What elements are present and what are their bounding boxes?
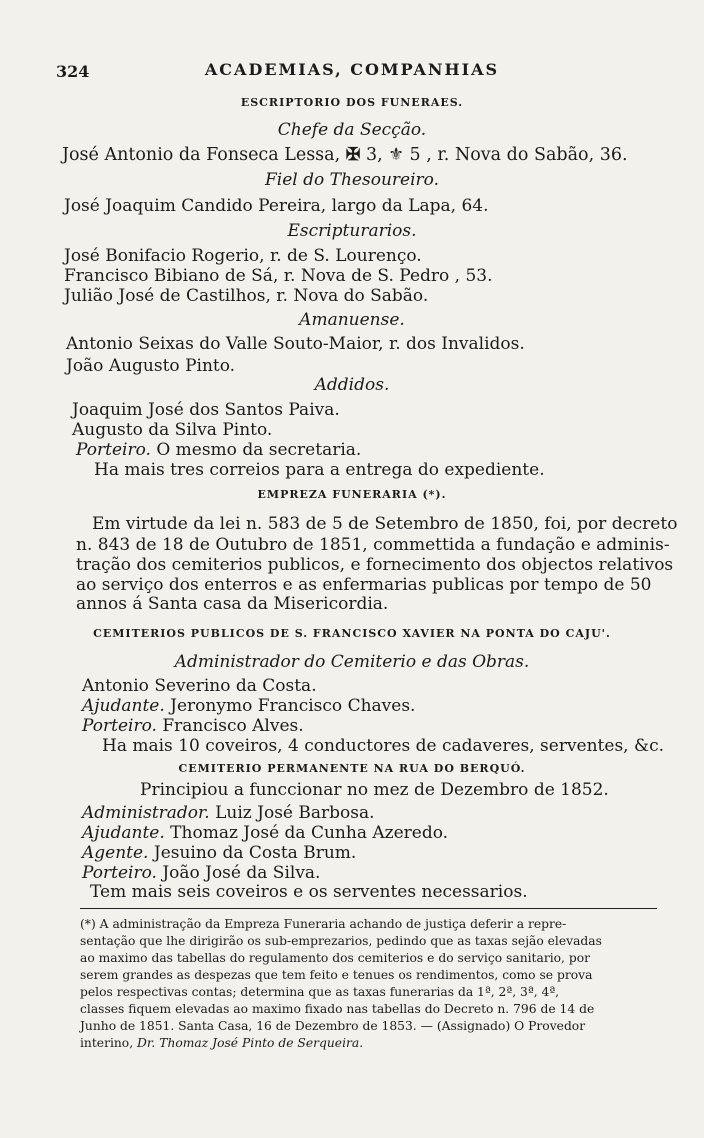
running-title: ACADEMIAS, COMPANHIAS <box>204 60 500 79</box>
section-title-berquo: CEMITERIO PERMANENTE NA RUA DO BERQUÓ. <box>178 762 526 775</box>
porteiro-line-2 <box>82 716 304 736</box>
paragraph-line: tração dos cemiterios publicos, e fornecimento dos objectos relativos <box>76 555 674 575</box>
footnote-prefix: interino, <box>80 1036 134 1050</box>
footnote-divider <box>80 908 657 909</box>
section-title-escriptorio: ESCRIPTORIO DOS FUNERAES. <box>240 96 464 109</box>
fiel-line: José Joaquim Candido Pereira, largo da Lapa, 64. <box>64 196 489 216</box>
footnote-line: serem grandes as despezas que tem feito e tenues os rendimentos, como se prova <box>80 968 593 982</box>
heading-escripturarios: Escripturarios. <box>287 221 417 241</box>
berquo-agente-line <box>82 843 356 863</box>
berquo-intro-line: Principiou a funccionar no mez de Dezembro de 1852. <box>140 780 609 800</box>
heading-chefe: Chefe da Secção. <box>277 120 427 140</box>
admin-line: Antonio Severino da Costa. <box>82 676 317 696</box>
footnote-line: Junho de 1851. Santa Casa, 16 de Dezembro de 1853. — (Assignado) O Provedor <box>80 1019 586 1033</box>
porteiro-text: O mesmo da secretaria. <box>156 440 362 460</box>
section-title-caju: CEMITERIOS PUBLICOS DE S. FRANCISCO XAVIER NA PONTA DO CAJU'. <box>93 627 611 640</box>
footnote-last-line <box>80 1036 657 1050</box>
list-item: Francisco Bibiano de Sá, r. Nova de S. Pedro , 53. <box>64 266 493 286</box>
ajudante-label: Ajudante. <box>82 823 165 843</box>
agente-label: Agente. <box>82 843 149 863</box>
ajudante-label: Ajudante. <box>82 696 165 716</box>
footnote-signatory: Dr. Thomaz José Pinto de Serqueira. <box>137 1036 364 1050</box>
list-item: João Augusto Pinto. <box>66 356 236 376</box>
footnote-line: ao maximo das tabellas do regulamento dos cemiterios e do serviço sanitario, por <box>80 951 591 965</box>
chefe-address: 5 , r. Nova do Sabão, 36. <box>409 145 628 165</box>
heading-addidos: Addidos. <box>314 375 390 395</box>
chefe-order-num: 3, <box>365 145 383 165</box>
heading-fiel: Fiel do Thesoureiro. <box>264 170 439 190</box>
paragraph-line: Em virtude da lei n. 583 de 5 de Setembro de 1850, foi, por decreto <box>92 514 678 534</box>
list-item: Augusto da Silva Pinto. <box>72 420 273 440</box>
administrador-label: Administrador. <box>82 803 210 823</box>
footnote-line: sentação que lhe dirigirão os sub-emprezarios, pedindo que as taxas sejão elevadas <box>80 934 602 948</box>
paragraph-line: ao serviço dos enterros e as enfermarias publicas por tempo de 50 <box>76 575 652 595</box>
berquo-extra-line: Tem mais seis coveiros e os serventes necessarios. <box>90 882 528 902</box>
caju-extra-line: Ha mais 10 coveiros, 4 conductores de cadaveres, serventes, &c. <box>102 736 665 756</box>
porteiro-label: Porteiro. <box>82 716 157 736</box>
footnote-line: (*) A administração da Empreza Funeraria achando de justiça deferir a repre- <box>80 917 567 931</box>
footnote-line: pelos respectivas contas; determina que as taxas funerarias da 1ª, 2ª, 3ª, 4ª, <box>80 985 560 999</box>
section-title-empreza: EMPREZA FUNERARIA (*). <box>257 488 447 501</box>
ajudante-text: Jeronymo Francisco Chaves. <box>170 696 416 716</box>
chefe-line <box>62 145 628 165</box>
porteiro-label: Porteiro. <box>82 863 157 883</box>
heading-administrador-cemiterio: Administrador do Cemiterio e das Obras. <box>174 652 530 672</box>
porteiro-text: João José da Silva. <box>162 863 321 883</box>
berquo-administrador-line <box>82 803 375 823</box>
footnote-line: classes fiquem elevadas ao maximo fixado nas tabellas do Decreto n. 796 de 14 de <box>80 1002 595 1016</box>
porteiro-text: Francisco Alves. <box>162 716 304 736</box>
list-item: Julião José de Castilhos, r. Nova do Sabão. <box>64 286 429 306</box>
correios-line: Ha mais tres correios para a entrega do expediente. <box>94 460 545 480</box>
list-item: José Bonifacio Rogerio, r. de S. Lourenço. <box>64 246 422 266</box>
paragraph-line: annos á Santa casa da Misericordia. <box>76 594 389 614</box>
administrador-text: Luiz José Barbosa. <box>215 803 375 823</box>
order-cross-icon: ✠ <box>345 145 361 165</box>
berquo-porteiro-line <box>82 863 320 883</box>
porteiro-line-1 <box>76 440 361 460</box>
page-number: 324 <box>56 62 90 81</box>
ajudante-line-1 <box>82 696 415 716</box>
porteiro-label: Porteiro. <box>76 440 151 460</box>
list-item: Antonio Seixas do Valle Souto-Maior, r. dos Invalidos. <box>66 334 525 354</box>
heading-amanuense: Amanuense. <box>299 310 405 330</box>
ajudante-text: Thomaz José da Cunha Azeredo. <box>170 823 449 843</box>
berquo-ajudante-line <box>82 823 448 843</box>
chefe-name: José Antonio da Fonseca Lessa, <box>62 145 341 165</box>
list-item: Joaquim José dos Santos Paiva. <box>72 400 340 420</box>
paragraph-line: n. 843 de 18 de Outubro de 1851, commettida a fundação e adminis- <box>76 535 670 555</box>
agente-text: Jesuino da Costa Brum. <box>153 843 357 863</box>
order-rose-icon: ⚜ <box>388 145 404 165</box>
